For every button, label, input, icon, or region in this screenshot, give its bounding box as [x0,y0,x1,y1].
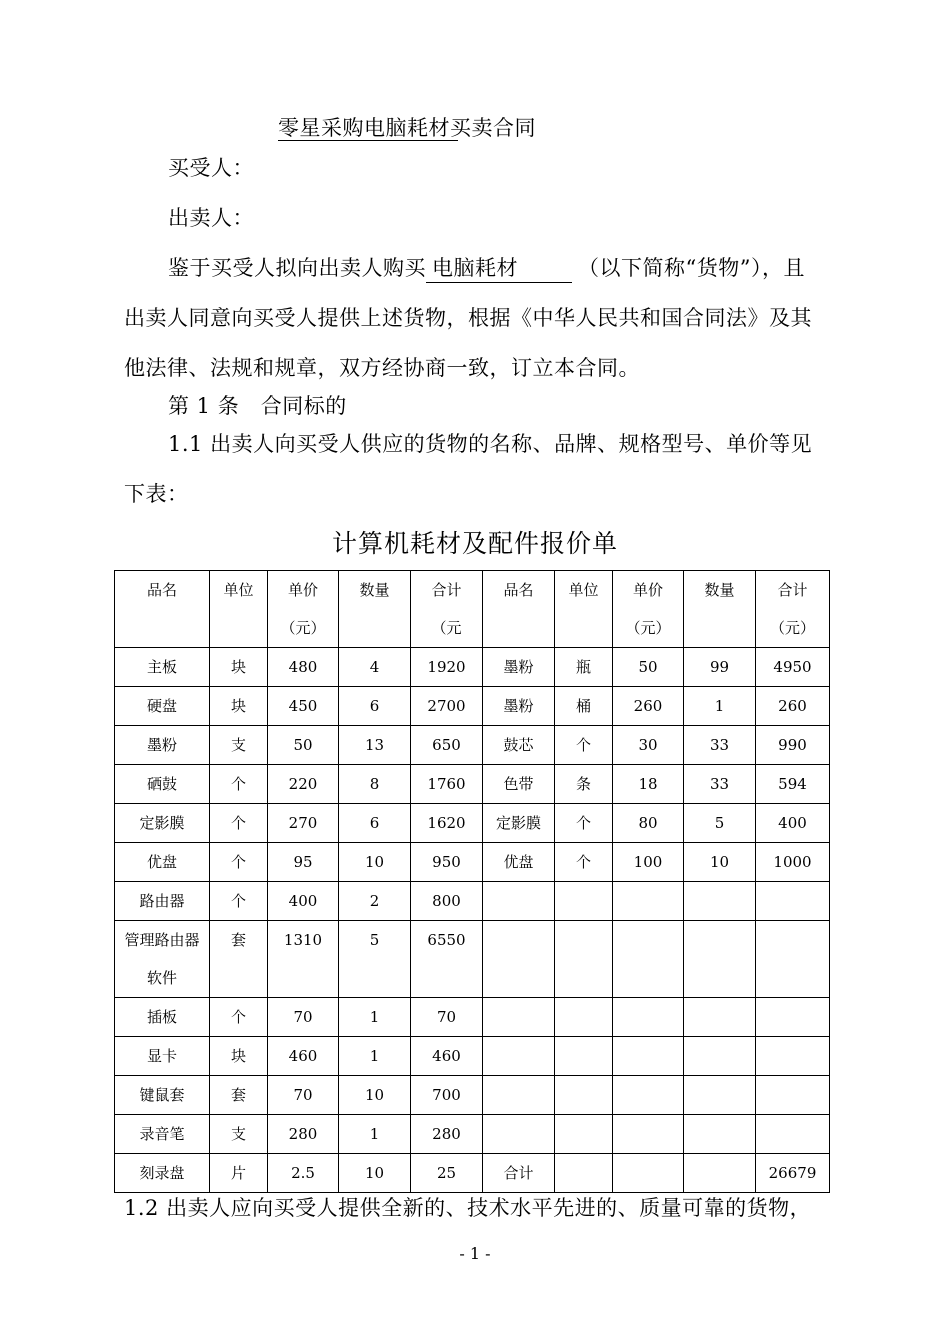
table-cell [684,1037,756,1076]
table-cell: 定影膜 [115,804,210,843]
title-underline [278,140,458,141]
table-cell: 650 [411,726,483,765]
table-cell: 定影膜 [483,804,555,843]
table-row [115,1076,830,1115]
table-cell: 95 [268,843,339,882]
table-cell [613,1037,684,1076]
header-cell [555,571,613,648]
table-cell: 支 [210,1115,268,1154]
table-cell: 6550 [411,921,483,998]
table-cell: 50 [613,648,684,687]
table-cell [756,1076,830,1115]
table-row [115,1115,830,1154]
table-cell [483,921,555,998]
header-label: 单价 [632,581,663,599]
table-cell [684,1154,756,1193]
header-label: 单位 [568,581,599,599]
table-cell: 键鼠套 [115,1076,210,1115]
table-cell [756,998,830,1037]
table-cell [684,882,756,921]
table-cell: 26679 [756,1154,830,1193]
table-cell [555,882,613,921]
table-cell: 280 [411,1115,483,1154]
table-cell [555,1037,613,1076]
table-cell [483,1115,555,1154]
table-cell: 950 [411,843,483,882]
header-label: 合计 [431,581,462,599]
table-cell [613,1076,684,1115]
table-cell: 优盘 [483,843,555,882]
table-row [115,765,830,804]
table-cell [483,1037,555,1076]
table-cell: 块 [210,1037,268,1076]
table-cell: 墨粉 [115,726,210,765]
table-cell [613,1154,684,1193]
table-row [115,998,830,1037]
table-cell: 显卡 [115,1037,210,1076]
table-cell: 480 [268,648,339,687]
table-cell: 优盘 [115,843,210,882]
table-cell: 1000 [756,843,830,882]
quote-table [114,570,830,1193]
table-cell: 合计 [483,1154,555,1193]
table-title: 计算机耗材及配件报价单 [331,529,618,558]
table-cell: 条 [555,765,613,804]
table-cell: 990 [756,726,830,765]
table-cell: 个 [210,998,268,1037]
header-label: 合计 [777,581,808,599]
table-cell [555,1154,613,1193]
table-cell: 1760 [411,765,483,804]
table-cell: 个 [555,804,613,843]
table-cell: 260 [756,687,830,726]
table-cell: 主板 [115,648,210,687]
table-cell [684,921,756,998]
paragraph-1-line-3: 他法律、法规和规章，双方经协商一致，订立本合同。 [124,356,640,380]
table-cell: 5 [339,921,411,998]
table-cell: 700 [411,1076,483,1115]
table-cell: 80 [613,804,684,843]
table-cell: 800 [411,882,483,921]
table-cell: 个 [210,804,268,843]
header-unit: （元 [431,619,462,637]
page-number: - 1 - [459,1244,491,1263]
table-cell: 4 [339,648,411,687]
table-cell: 220 [268,765,339,804]
header-label: 数量 [704,581,735,599]
table-cell: 99 [684,648,756,687]
table-row [115,921,830,998]
table-cell: 1 [339,1115,411,1154]
table-cell: 280 [268,1115,339,1154]
table-row [115,843,830,882]
header-cell [613,571,684,648]
table-cell: 支 [210,726,268,765]
table-row [115,726,830,765]
buyer-label: 买受人： [168,156,254,180]
table-cell [483,1076,555,1115]
table-cell: 460 [268,1037,339,1076]
table-cell [483,882,555,921]
table-cell: 70 [268,998,339,1037]
table-cell [555,1115,613,1154]
header-unit: （元） [769,619,815,637]
table-cell: 100 [613,843,684,882]
table-cell: 4950 [756,648,830,687]
table-cell: 2 [339,882,411,921]
table-cell: 录音笔 [115,1115,210,1154]
table-cell: 1920 [411,648,483,687]
table-cell: 260 [613,687,684,726]
table-cell: 400 [756,804,830,843]
table-row [115,1037,830,1076]
table-cell: 路由器 [115,882,210,921]
seller-label: 出卖人： [168,206,254,230]
table-cell: 25 [411,1154,483,1193]
header-label: 品名 [503,581,534,599]
table-row [115,882,830,921]
table-cell: 10 [339,1154,411,1193]
table-cell: 块 [210,687,268,726]
header-label: 单价 [287,581,318,599]
table-cell: 硬盘 [115,687,210,726]
table-cell: 13 [339,726,411,765]
table-cell: 管理路由器软件 [115,921,210,998]
table-cell: 个 [210,882,268,921]
para1-suffix: （以下简称“货物”），且 [578,256,805,280]
paragraph-1-line-2: 出卖人同意向买受人提供上述货物，根据《中华人民共和国合同法》及其 [124,306,812,330]
table-cell [613,921,684,998]
clause-1-2: 1.2 出卖人应向买受人提供全新的、技术水平先进的、质量可靠的货物， [124,1196,812,1220]
table-cell: 1620 [411,804,483,843]
header-label: 品名 [146,581,177,599]
contract-title: 零星采购电脑耗材买卖合同 [278,116,536,140]
table-cell: 片 [210,1154,268,1193]
table-cell [684,1076,756,1115]
table-cell [756,1037,830,1076]
paragraph-1-line-1 [168,252,805,283]
table-cell: 6 [339,804,411,843]
table-cell: 10 [684,843,756,882]
table-cell [756,921,830,998]
header-cell [756,571,830,648]
header-cell [210,571,268,648]
table-cell: 瓶 [555,648,613,687]
header-label: 单位 [223,581,254,599]
table-cell: 460 [411,1037,483,1076]
table-cell [684,998,756,1037]
table-cell [555,998,613,1037]
table-cell [555,1076,613,1115]
table-cell: 个 [555,726,613,765]
table-cell [613,998,684,1037]
header-cell [411,571,483,648]
table-cell: 30 [613,726,684,765]
table-cell: 6 [339,687,411,726]
table-cell: 594 [756,765,830,804]
table-cell: 墨粉 [483,687,555,726]
table-cell [555,921,613,998]
table-cell: 硒鼓 [115,765,210,804]
table-cell: 70 [411,998,483,1037]
table-cell [684,1115,756,1154]
table-cell: 1310 [268,921,339,998]
table-cell: 450 [268,687,339,726]
header-unit: （元） [280,619,326,637]
table-cell: 18 [613,765,684,804]
table-cell: 1 [684,687,756,726]
header-cell [268,571,339,648]
table-cell: 10 [339,1076,411,1115]
table-row [115,687,830,726]
table-cell: 鼓芯 [483,726,555,765]
table-cell: 400 [268,882,339,921]
table-cell [483,998,555,1037]
para1-prefix: 鉴于买受人拟向出卖人购买 [168,256,426,280]
table-cell: 套 [210,1076,268,1115]
table-cell: 1 [339,1037,411,1076]
table-cell: 桶 [555,687,613,726]
table-cell: 套 [210,921,268,998]
table-cell: 33 [684,726,756,765]
clause-1-1-line-2: 下表： [124,482,189,506]
table-cell: 个 [555,843,613,882]
header-cell [339,571,411,648]
clause-1-1-line-1: 1.1 出卖人向买受人供应的货物的名称、品牌、规格型号、单价等见 [168,432,813,456]
table-cell: 5 [684,804,756,843]
table-cell: 刻录盘 [115,1154,210,1193]
table-cell [756,1115,830,1154]
table-cell: 个 [210,843,268,882]
table-cell: 2.5 [268,1154,339,1193]
table-cell: 1 [339,998,411,1037]
table-row [115,804,830,843]
table-cell: 墨粉 [483,648,555,687]
table-row [115,648,830,687]
table-cell: 色带 [483,765,555,804]
table-cell: 块 [210,648,268,687]
header-label: 数量 [359,581,390,599]
table-cell: 8 [339,765,411,804]
header-cell [115,571,210,648]
table-cell [613,882,684,921]
header-cell [684,571,756,648]
header-cell [483,571,555,648]
table-cell [613,1115,684,1154]
table-cell: 个 [210,765,268,804]
table-cell: 70 [268,1076,339,1115]
table-cell: 50 [268,726,339,765]
table-cell [756,882,830,921]
table-cell: 10 [339,843,411,882]
table-cell: 33 [684,765,756,804]
table-cell: 2700 [411,687,483,726]
header-unit: （元） [625,619,671,637]
table-header-row [115,571,830,648]
goods-field: 电脑耗材 [426,252,572,283]
table-row [115,1154,830,1193]
article-1-heading: 第 1 条 合同标的 [168,394,347,418]
table-cell: 270 [268,804,339,843]
table-cell: 插板 [115,998,210,1037]
